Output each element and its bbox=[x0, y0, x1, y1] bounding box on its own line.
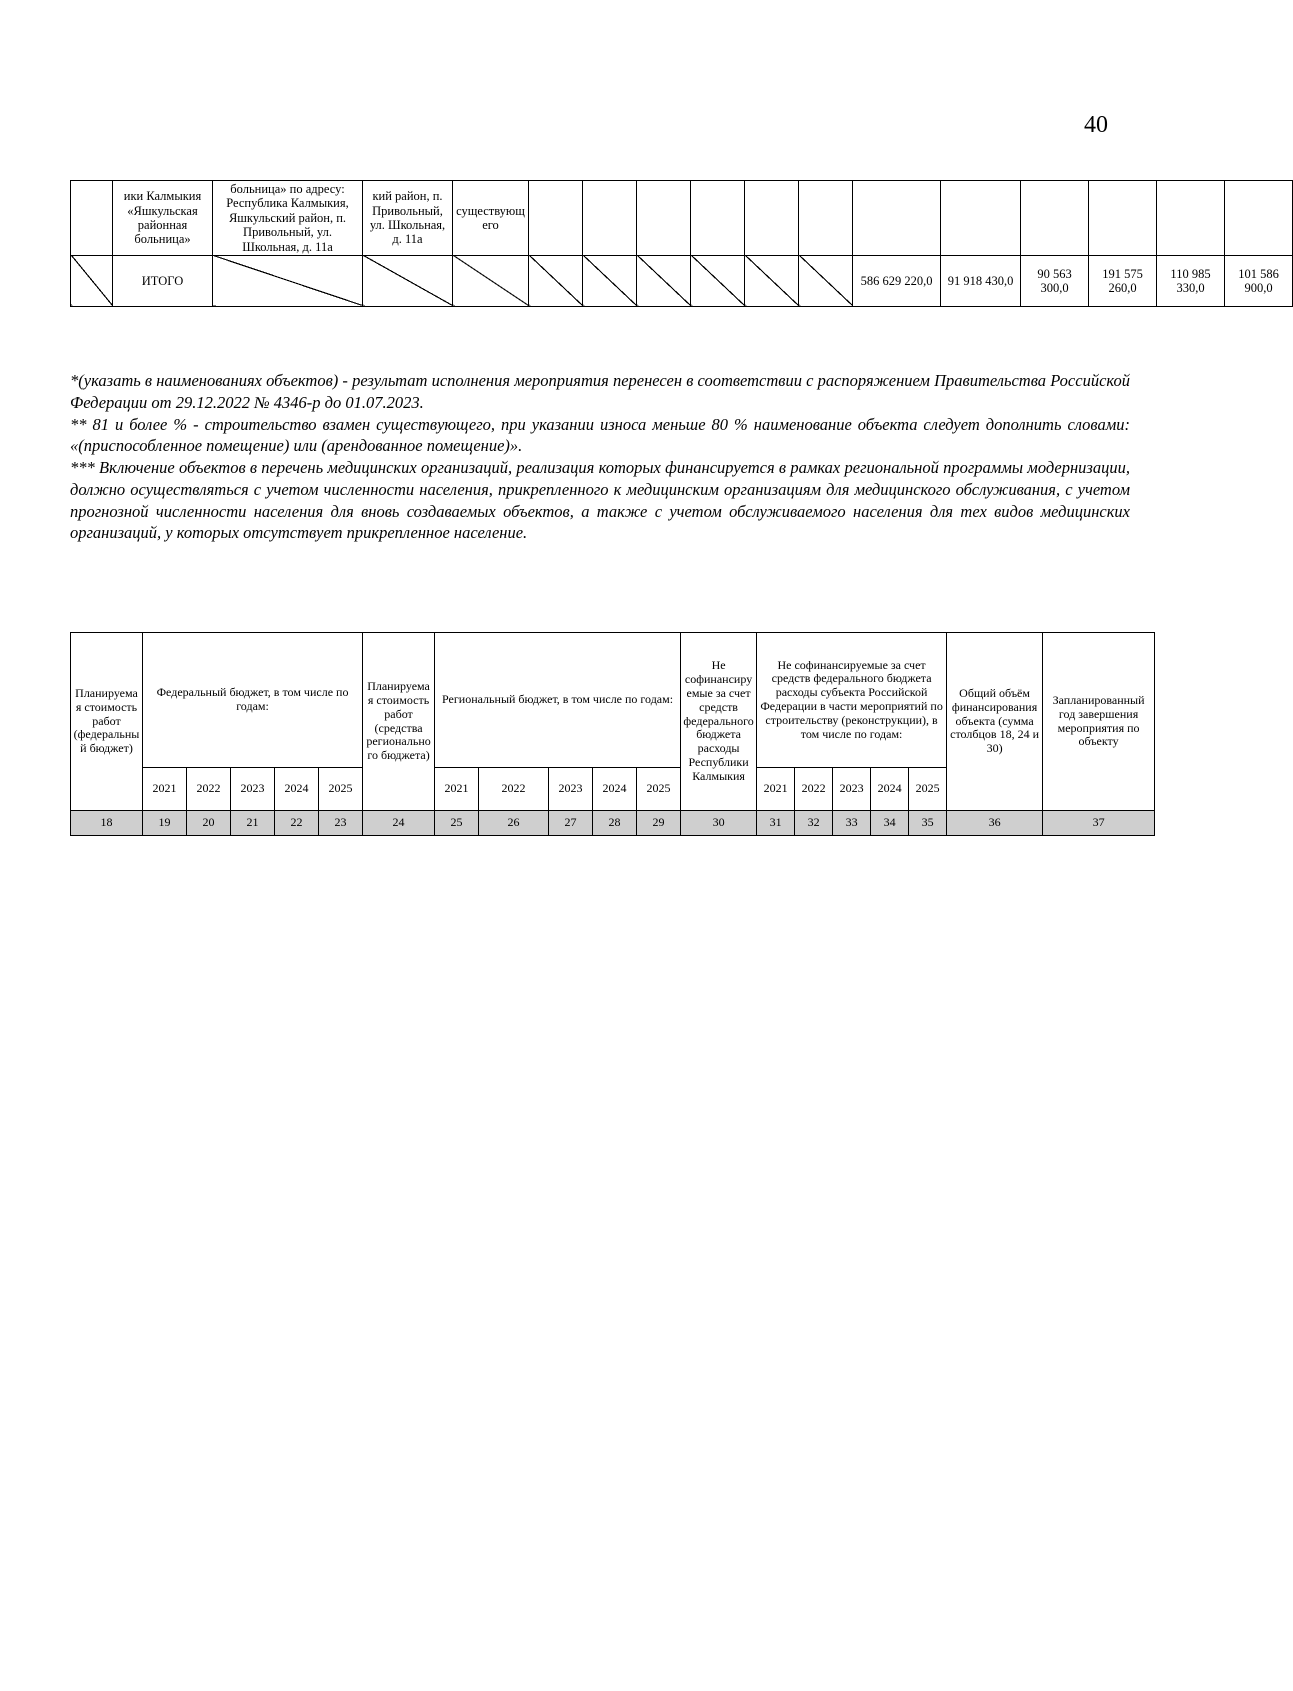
crossed-cell bbox=[363, 255, 453, 306]
column-number: 29 bbox=[637, 811, 681, 836]
column-number: 23 bbox=[319, 811, 363, 836]
table-cell: ики Калмыкия «Яшкульская районная больница» bbox=[113, 181, 213, 256]
column-number: 30 bbox=[681, 811, 757, 836]
column-numbers-row bbox=[71, 811, 1155, 836]
total-value: 191 575 260,0 bbox=[1089, 255, 1157, 306]
crossed-cell bbox=[637, 255, 691, 306]
table-row-total bbox=[71, 255, 1293, 306]
year-header: 2022 bbox=[795, 768, 833, 811]
column-header: Запланированный год завершения мероприятия по объекту bbox=[1043, 633, 1155, 811]
year-header: 2025 bbox=[909, 768, 947, 811]
column-number: 18 bbox=[71, 811, 143, 836]
column-header: Федеральный бюджет, в том числе по годам: bbox=[143, 633, 363, 768]
crossed-cell bbox=[529, 255, 583, 306]
table-cell: больница» по адресу: Республика Калмыкия, Яшкульский район, п. Привольный, ул. Школьная, д. 11а bbox=[213, 181, 363, 256]
year-header: 2023 bbox=[549, 768, 593, 811]
year-header: 2022 bbox=[187, 768, 231, 811]
column-header: Не софинансируемые за счет средств федерального бюджета расходы Республики Калмыкия bbox=[681, 633, 757, 811]
column-number: 27 bbox=[549, 811, 593, 836]
column-number: 36 bbox=[947, 811, 1043, 836]
table-cell bbox=[529, 181, 583, 256]
year-header: 2025 bbox=[637, 768, 681, 811]
table-cell bbox=[1021, 181, 1089, 256]
table-cell bbox=[799, 181, 853, 256]
column-number: 20 bbox=[187, 811, 231, 836]
crossed-cell bbox=[799, 255, 853, 306]
column-number: 33 bbox=[833, 811, 871, 836]
financing-header-table bbox=[70, 632, 1155, 836]
column-header: Планируемая стоимость работ (федеральный бюджет) bbox=[71, 633, 143, 811]
year-header: 2024 bbox=[871, 768, 909, 811]
year-header: 2021 bbox=[435, 768, 479, 811]
crossed-cell bbox=[745, 255, 799, 306]
column-header: Региональный бюджет, в том числе по годам: bbox=[435, 633, 681, 768]
objects-table-fragment bbox=[70, 180, 1293, 307]
crossed-cell bbox=[213, 255, 363, 306]
column-header: Не софинансируемые за счет средств федерального бюджета расходы субъекта Российской Федерации в части мероприятий по строительству (реконструкции), в том числе по годам: bbox=[757, 633, 947, 768]
year-header: 2024 bbox=[593, 768, 637, 811]
year-header: 2023 bbox=[231, 768, 275, 811]
table-cell bbox=[853, 181, 941, 256]
year-header: 2021 bbox=[757, 768, 795, 811]
total-value: 110 985 330,0 bbox=[1157, 255, 1225, 306]
page-number: 40 bbox=[1084, 112, 1108, 138]
column-number: 24 bbox=[363, 811, 435, 836]
column-number: 35 bbox=[909, 811, 947, 836]
year-header: 2022 bbox=[479, 768, 549, 811]
column-number: 19 bbox=[143, 811, 187, 836]
total-value: 101 586 900,0 bbox=[1225, 255, 1293, 306]
year-header: 2025 bbox=[319, 768, 363, 811]
table-cell bbox=[1225, 181, 1293, 256]
table-cell bbox=[941, 181, 1021, 256]
footnotes bbox=[70, 370, 1130, 544]
total-value: 91 918 430,0 bbox=[941, 255, 1021, 306]
footnote: ** 81 и более % - строительство взамен существующего, при указании износа меньше 80 % наименование объекта следует дополнить словами: «(приспособленное помещение) или (арендованное помещение)». bbox=[70, 414, 1130, 456]
column-header: Общий объём финансирования объекта (сумма столбцов 18, 24 и 30) bbox=[947, 633, 1043, 811]
table-cell bbox=[691, 181, 745, 256]
crossed-cell bbox=[71, 255, 113, 306]
column-number: 26 bbox=[479, 811, 549, 836]
total-label: ИТОГО bbox=[113, 255, 213, 306]
column-number: 32 bbox=[795, 811, 833, 836]
footnote: *(указать в наименованиях объектов) - результат исполнения мероприятия перенесен в соответствии с распоряжением Правительства Российской Федерации от 29.12.2022 № 4346-р до 01.07.2023. bbox=[70, 371, 1130, 412]
table-cell bbox=[583, 181, 637, 256]
year-header: 2021 bbox=[143, 768, 187, 811]
table-cell bbox=[637, 181, 691, 256]
table-cell: кий район, п. Привольный, ул. Школьная, д. 11а bbox=[363, 181, 453, 256]
column-number: 21 bbox=[231, 811, 275, 836]
column-number: 31 bbox=[757, 811, 795, 836]
table-cell bbox=[1089, 181, 1157, 256]
column-number: 37 bbox=[1043, 811, 1155, 836]
crossed-cell bbox=[453, 255, 529, 306]
total-value: 90 563 300,0 bbox=[1021, 255, 1089, 306]
crossed-cell bbox=[583, 255, 637, 306]
column-number: 22 bbox=[275, 811, 319, 836]
column-number: 25 bbox=[435, 811, 479, 836]
total-value: 586 629 220,0 bbox=[853, 255, 941, 306]
table-cell bbox=[745, 181, 799, 256]
table-cell bbox=[71, 181, 113, 256]
year-header: 2024 bbox=[275, 768, 319, 811]
header-row bbox=[71, 633, 1155, 768]
column-number: 34 bbox=[871, 811, 909, 836]
footnote: *** Включение объектов в перечень медицинских организаций, реализация которых финансируется в рамках региональной программы модернизации, должно осуществляться с учетом численности населения, прикрепленного к медицинским организациям для медицинского обслуживания, с учетом прогнозной численности населения для вновь создаваемых объектов, а также с учетом обслуживаемого населения для тех видов медицинских организаций, у которых отсутствует прикрепленное население. bbox=[70, 458, 1130, 543]
year-header: 2023 bbox=[833, 768, 871, 811]
column-number: 28 bbox=[593, 811, 637, 836]
crossed-cell bbox=[691, 255, 745, 306]
table-cell bbox=[1157, 181, 1225, 256]
table-row bbox=[71, 181, 1293, 256]
column-header: Планируемая стоимость работ (средства регионального бюджета) bbox=[363, 633, 435, 811]
table-cell: существующего bbox=[453, 181, 529, 256]
